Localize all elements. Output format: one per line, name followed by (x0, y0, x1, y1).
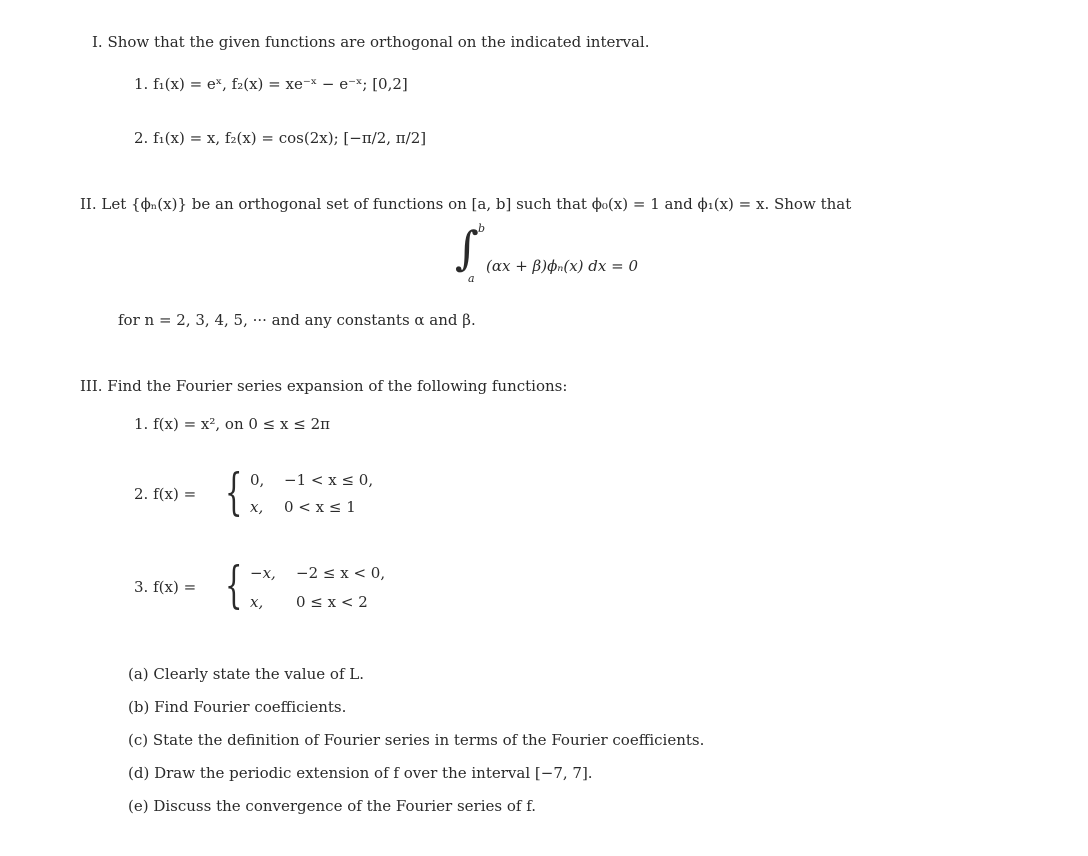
integral-expression: (αx + β)ϕₙ(x) dx = 0 (486, 257, 639, 275)
item-3-label: 3. f(x) = (134, 578, 197, 596)
task-d: (d) Draw the periodic extension of f over the interval [−7, 7]. (128, 764, 593, 782)
item-3-case-1-condition: −2 ≤ x < 0, (296, 564, 386, 582)
item-3-case-1-value: −x, (250, 564, 276, 582)
item-2-case-1-condition: −1 < x ≤ 0, (284, 471, 374, 489)
task-a: (a) Clearly state the value of L. (128, 665, 364, 683)
section-ii-footer: for n = 2, 3, 4, 5, ··· and any constants α and β. (118, 311, 476, 329)
section-i-heading: I. Show that the given functions are orthogonal on the indicated interval. (92, 33, 650, 51)
item-2-case-2-value: x, (250, 498, 264, 516)
section-iii-heading: III. Find the Fourier series expansion of the following functions: (80, 377, 568, 395)
item-3-brace: { (225, 556, 243, 614)
section-iii-item-1: 1. f(x) = x², on 0 ≤ x ≤ 2π (134, 415, 330, 433)
item-3-case-2-value: x, (250, 593, 264, 611)
item-2-case-1-value: 0, (250, 471, 265, 489)
integral-sign: ∫ (455, 221, 479, 275)
integral-lower-limit: a (468, 272, 475, 285)
item-2-case-2-condition: 0 < x ≤ 1 (284, 498, 356, 516)
item-3-case-2-condition: 0 ≤ x < 2 (296, 593, 368, 611)
section-i-item-1: 1. f₁(x) = eˣ, f₂(x) = xe⁻ˣ − e⁻ˣ; [0,2] (134, 75, 408, 93)
task-c: (c) State the definition of Fourier series in terms of the Fourier coefficients. (128, 731, 705, 749)
item-2-brace: { (225, 463, 243, 521)
task-b: (b) Find Fourier coefficients. (128, 698, 347, 716)
section-ii-heading: II. Let {ϕₙ(x)} be an orthogonal set of functions on [a, b] such that ϕ₀(x) = 1 and ϕ₁(x) = x. Show that (80, 195, 852, 213)
section-i-item-2: 2. f₁(x) = x, f₂(x) = cos(2x); [−π/2, π/2] (134, 129, 427, 147)
item-2-label: 2. f(x) = (134, 485, 197, 503)
integral-upper-limit: b (478, 222, 486, 235)
task-e: (e) Discuss the convergence of the Fourier series of f. (128, 797, 536, 815)
